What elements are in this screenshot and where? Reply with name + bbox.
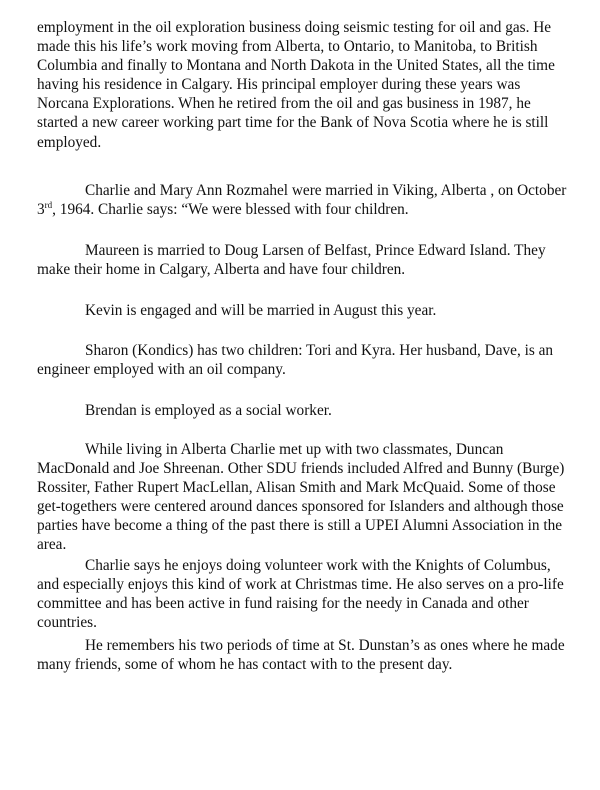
paragraph-st-dunstans: He remembers his two periods of time at St. Dunstan’s as ones where he made many friends, some of whom he has contact with to the present day. xyxy=(37,637,565,674)
paragraph-employment: employment in the oil exploration business doing seismic testing for oil and gas. He made this his life’s work moving from Alberta, to Ontario, to Manitoba, to British Columbia and finally to Montana and North Dakota in the United States, all the time having his residence in Calgary. His principal employer during these years was Norcana Explorations. When he retired from the oil and gas business in 1987, he started a new career working part time for the Bank of Nova Scotia where he is still employed. xyxy=(37,19,555,151)
marriage-text-end: , 1964. Charlie says: “We were blessed with four children. xyxy=(52,201,409,219)
paragraph-alberta-friends: While living in Alberta Charlie met up with two classmates, Duncan MacDonald and Joe Shreenan. Other SDU friends included Alfred and Bunny (Burge) Rossiter, Father Rupert MacLellan, Alisan Smith and Mark McQuaid. Some of those get-togethers were centered around dances sponsored for Islanders and although those parties have become a thing of the past there is still a UPEI Alumni Association in the area. xyxy=(37,441,565,554)
paragraph-brendan: Brendan is employed as a social worker. xyxy=(85,402,332,419)
marriage-text-start: Charlie and Mary Ann Rozmahel were married in Viking, Alberta , on October 3 xyxy=(37,182,567,219)
paragraph-marriage xyxy=(37,181,567,219)
paragraph-maureen: Maureen is married to Doug Larsen of Belfast, Prince Edward Island. They make their home in Calgary, Alberta and have four children. xyxy=(37,242,546,279)
paragraph-sharon: Sharon (Kondics) has two children: Tori and Kyra. Her husband, Dave, is an engineer employed with an oil company. xyxy=(37,342,554,379)
paragraph-kevin: Kevin is engaged and will be married in August this year. xyxy=(85,302,437,319)
ordinal-suffix: rd xyxy=(44,200,53,210)
paragraph-volunteer: Charlie says he enjoys doing volunteer work with the Knights of Columbus, and especially enjoys this kind of work at Christmas time. He also serves on a pro-life committee and has been active in fund raising for the needy in Canada and other countries. xyxy=(37,557,564,632)
